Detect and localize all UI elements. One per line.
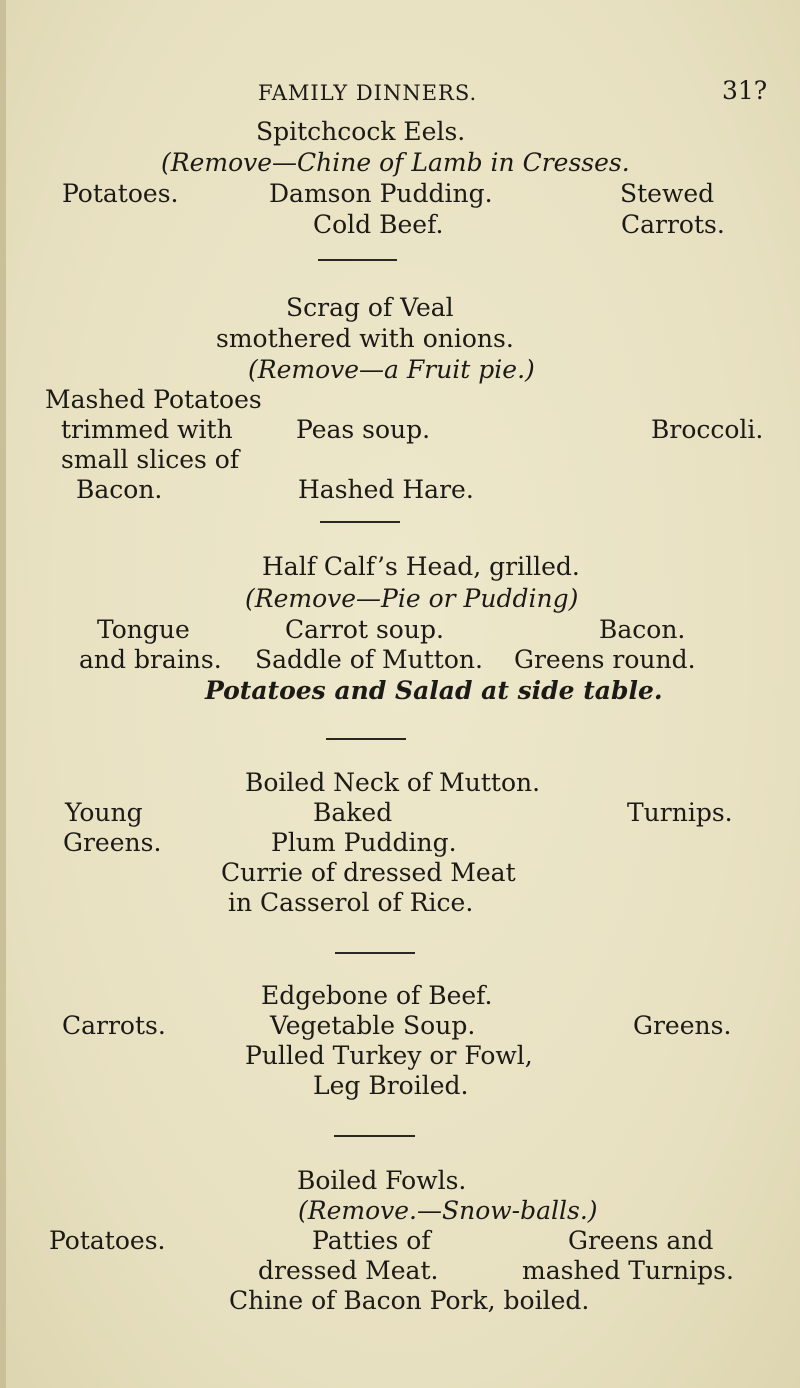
menu5-center-3: Pulled Turkey or Fowl, [245, 1041, 533, 1070]
menu3-right-1: Bacon. [599, 615, 686, 644]
menu1-right-1: Stewed [620, 179, 715, 208]
divider [326, 738, 406, 740]
menu6-left: Potatoes. [49, 1226, 166, 1255]
menu3-center-1: Half Calf’s Head, grilled. [262, 552, 580, 581]
menu2-left-1: Mashed Potatoes [45, 385, 262, 414]
menu1-right-2: Carrots. [621, 210, 725, 239]
menu2-right: Broccoli. [651, 415, 764, 444]
page-number: 31? [722, 76, 768, 105]
menu2-center-4: Hashed Hare. [298, 475, 474, 504]
menu3-right-2: Greens round. [514, 645, 696, 674]
menu6-center-1: Boiled Fowls. [297, 1166, 467, 1195]
menu2-left-4: Bacon. [76, 475, 163, 504]
menu6-right-1: Greens and [568, 1226, 714, 1255]
menu2-center-2: smothered with onions. [216, 324, 514, 353]
menu3-center-3: Saddle of Mutton. [255, 645, 483, 674]
menu4-center-3: Plum Pudding. [271, 828, 457, 857]
running-header: FAMILY DINNERS. [258, 81, 478, 105]
menu3-left-1: Tongue [97, 615, 190, 644]
menu1-left: Potatoes. [62, 179, 179, 208]
menu2-left-2: trimmed with [61, 415, 233, 444]
menu4-left-1: Young [65, 798, 143, 827]
menu4-center-5: in Casserol of Rice. [228, 888, 474, 917]
menu6-center-3: dressed Meat. [258, 1256, 439, 1285]
menu4-left-2: Greens. [63, 828, 162, 857]
menu1-remove: (Remove—Chine of Lamb in Cresses. [161, 148, 630, 177]
menu4-center-1: Boiled Neck of Mutton. [245, 768, 541, 797]
menu1-center-2: Damson Pudding. [269, 179, 493, 208]
menu1-center-3: Cold Beef. [313, 210, 444, 239]
menu4-center-2: Baked [313, 798, 393, 827]
menu3-note: Potatoes and Salad at side table. [205, 676, 663, 705]
menu2-remove: (Remove—a Fruit pie.) [248, 355, 535, 384]
menu3-remove: (Remove—Pie or Pudding) [245, 584, 579, 613]
divider [320, 521, 400, 523]
menu2-center-1: Scrag of Veal [286, 293, 454, 322]
menu6-right-2: mashed Turnips. [522, 1256, 734, 1285]
menu5-center-4: Leg Broiled. [313, 1071, 469, 1100]
menu3-center-2: Carrot soup. [285, 615, 444, 644]
page-edge [0, 0, 6, 1388]
menu5-right: Greens. [633, 1011, 732, 1040]
menu6-center-2: Patties of [312, 1226, 431, 1255]
menu4-right: Turnips. [627, 798, 733, 827]
divider [334, 1135, 415, 1137]
menu2-center-3: Peas soup. [296, 415, 431, 444]
menu3-left-2: and brains. [79, 645, 222, 674]
divider [335, 952, 415, 954]
menu6-remove: (Remove.—Snow-balls.) [298, 1196, 598, 1225]
menu5-center-2: Vegetable Soup. [270, 1011, 476, 1040]
menu4-center-4: Currie of dressed Meat [221, 858, 516, 887]
menu2-left-3: small slices of [61, 445, 240, 474]
menu5-center-1: Edgebone of Beef. [261, 981, 493, 1010]
menu6-center-4: Chine of Bacon Pork, boiled. [229, 1286, 590, 1315]
menu5-left: Carrots. [62, 1011, 166, 1040]
divider [318, 259, 397, 261]
menu1-center-1: Spitchcock Eels. [256, 117, 466, 146]
